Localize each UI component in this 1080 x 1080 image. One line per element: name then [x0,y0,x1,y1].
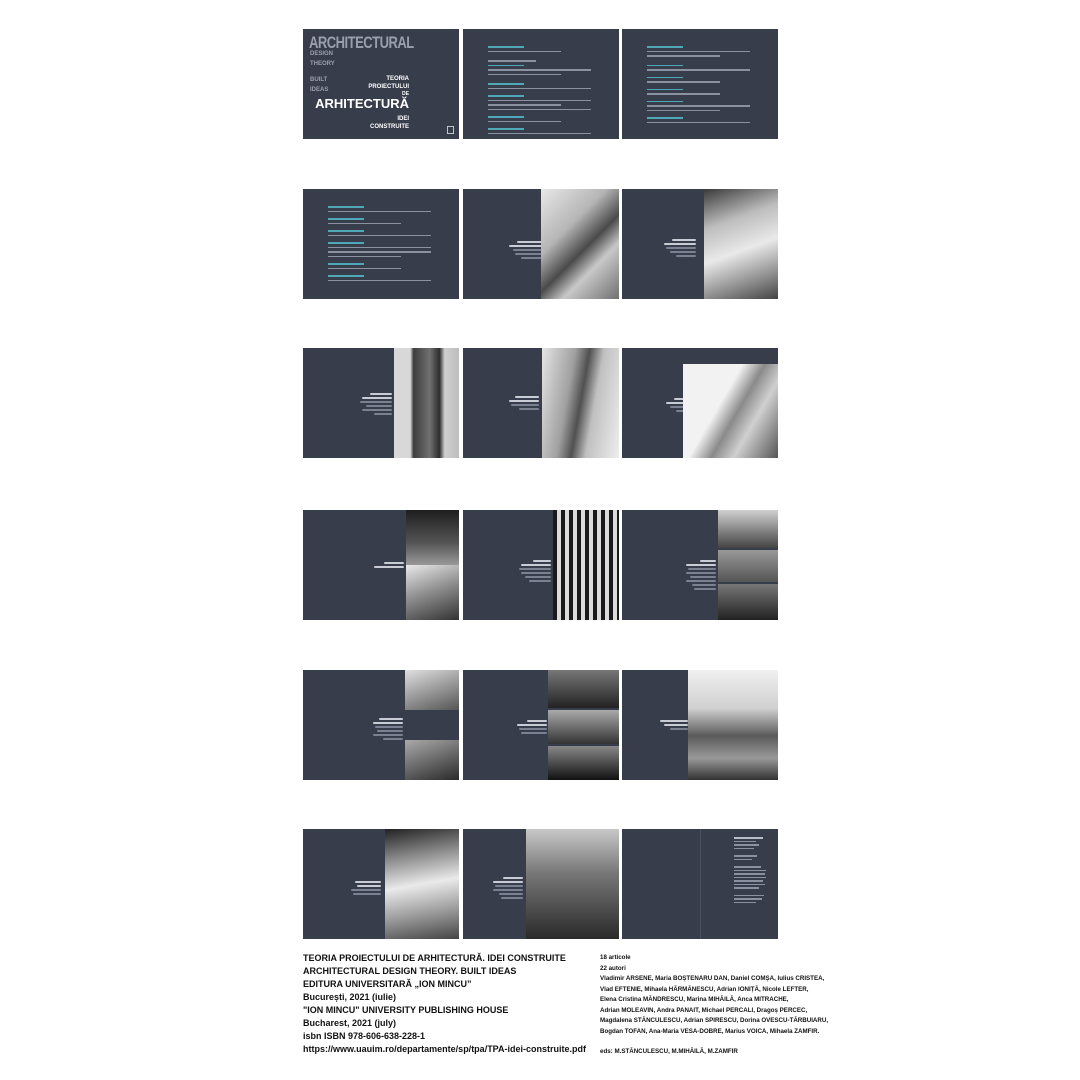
photo-auditorium-bottom [548,746,619,780]
photo-interior-top [406,510,459,565]
photo-staircase [541,189,619,299]
credits-authors-3: Elena Cristina MĂNDRESCU, Marina MIHĂILĂ, Anca MITRACHE, [600,996,789,1003]
photo-tower-1 [394,348,459,458]
credits-authors-6: Bogdan TOFAN, Ana-Maria VESA-DOBRE, Marius VOICA, Mihaela ZAMFIR. [600,1027,820,1035]
credits-authors-5: Magdalena STĂNCULESCU, Adrian SPIRESCU, Dorina OVESCU-TĂRBUIARU, [600,1017,829,1024]
photo-historic-facade [385,829,459,939]
credits-editors: eds: M.STĂNCULESCU, M.MIHĂILĂ, M.ZAMFIR [600,1048,738,1055]
info-line-isbn: isbn ISBN 978-606-638-228-1 [303,1031,426,1041]
spread-plaza [622,189,778,299]
info-line-publisher-en: "ION MINCU" UNIVERSITY PUBLISHING HOUSE [303,1005,509,1015]
photo-interior-bottom [406,565,459,620]
photo-auditorium-mid [548,710,619,744]
cover-title-small-4: IDEAS [310,87,329,93]
spread-staircase [463,189,619,299]
credits-block [600,953,828,1058]
photo-garden-top [405,670,459,710]
photo-event-mid [718,550,778,582]
spread-church [622,670,778,780]
photo-presentation [526,829,619,939]
info-line-title-en: ARCHITECTURAL DESIGN THEORY. BUILT IDEAS [303,966,517,976]
photo-event-bottom [718,584,778,620]
photo-garden-bottom [405,740,459,780]
cover-ro-line1: TEORIA [386,76,409,82]
toc-page-3 [303,189,459,299]
spread-tower-2 [463,348,619,458]
photo-plaza [704,189,778,299]
spread-auditorium [463,670,619,780]
credits-authors-count: 22 autori [600,964,626,972]
photo-church [688,670,778,780]
cover-title-small-1: DESIGN [310,51,334,57]
info-line-title-ro: TEORIA PROIECTULUI DE ARHITECTURĂ. IDEI CONSTRUITE [303,953,566,963]
spread-tower-1 [303,348,459,458]
publication-info [303,952,586,1056]
photo-tower-2 [542,348,619,458]
cover-ro-main: ARHITECTURĂ [315,96,409,111]
spread-interior-stairs [303,510,459,620]
info-line-place-en: Bucharest, 2021 (july) [303,1018,397,1028]
colophon-page [622,829,778,939]
cover-ro-line5: CONSTRUITE [370,124,409,130]
cover-ro-line4: IDEI [397,116,409,122]
credits-authors-4: Adrian MOLEAVIN, Andra PANAIT, Michael PERCALI, Dragoș PERCEC, [600,1006,808,1014]
credits-authors-1: Vladimir ARSENE, Maria BOȘTENARU DAN, Daniel COMȘA, Iulius CRISTEA, [600,975,825,982]
credits-articles: 18 articole [600,954,631,961]
cover-title-big: ARCHITECTURAL [309,33,414,52]
info-line-publisher-ro: EDITURA UNIVERSITARĂ „ION MINCU” [303,979,472,989]
cover-ro-line3: DE [402,91,409,97]
info-line-place-ro: București, 2021 (iulie) [303,992,397,1002]
publisher-logo-icon [447,126,454,134]
toc-page-1 [463,29,619,139]
spread-facade-reflection [463,510,619,620]
photo-auditorium-top [548,670,619,708]
cover-title-small-3: BUILT [310,77,328,83]
cover-title-small-2: THEORY [310,61,335,67]
cover-ro-line2: PROIECTULUI [368,84,409,90]
photo-facade-reflection [553,510,619,620]
info-line-url[interactable]: https://www.uauim.ro/departamente/sp/tpa/TPA-idei-construite.pdf [303,1044,587,1054]
toc-page-2 [622,29,778,139]
spread-garden-building [303,670,459,780]
spread-historic-facade [303,829,459,939]
spread-event [622,510,778,620]
credits-authors-2: Vlad EFTENIE, Mihaela HĂRMĂNESCU, Adrian IONIȚĂ, Nicole LEFTER, [600,985,809,993]
photo-event-top [718,510,778,548]
book-cover [303,29,459,139]
spread-presentation [463,829,619,939]
photo-hotel [683,364,778,458]
spread-hotel [622,348,778,458]
